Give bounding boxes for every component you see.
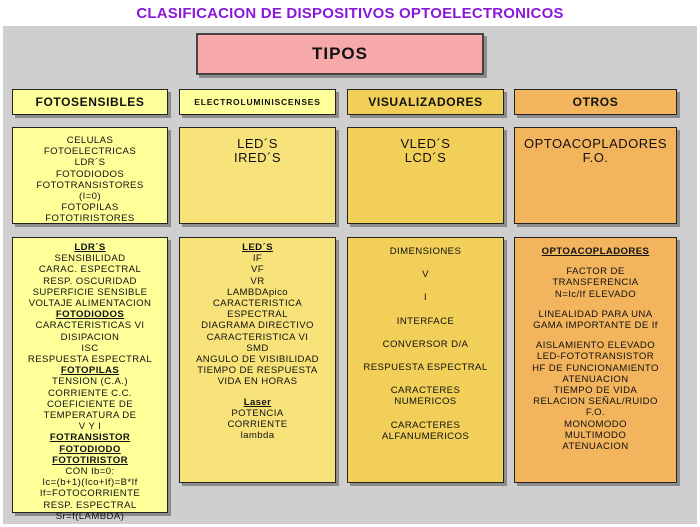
detail-line: CARACTERISTICA VI (206, 331, 309, 343)
detail-line: MONOMODO (564, 418, 627, 430)
detail-line: Sr=f(LAMBDA) (55, 510, 125, 522)
detail-line: RESP. OSCURIDAD (43, 275, 137, 287)
detail-line: N=Ic/If ELEVADO (554, 288, 637, 300)
detail-line: CON Ib=0: (65, 466, 115, 478)
page-title: CLASIFICACION DE DISPOSITIVOS OPTOELECTRONICOS (136, 5, 564, 22)
summary-electroluminiscentes (179, 127, 336, 224)
detail-line: CARAC. ESPECTRAL (38, 264, 142, 276)
detail-line: ALFANUMERICOS (381, 430, 470, 442)
detail-line: FACTOR DE (566, 266, 625, 278)
detail-line: AISLAMIENTO ELEVADO (535, 340, 656, 352)
summary-line: CELULAS (66, 135, 114, 146)
detail-line: VIDA EN HORAS (217, 376, 298, 388)
detail-line: CARACTERES (390, 419, 461, 431)
section-title: FOTRANSISTOR (49, 432, 131, 444)
detail-line: VOLTAJE ALIMENTACION (28, 298, 152, 310)
detail-line: TEMPERATURA DE (43, 410, 137, 422)
detail-line: HF DE FUNCIONAMIENTO (532, 362, 659, 374)
detail-line: If=FOTOCORRIENTE (39, 488, 141, 500)
detail-line: CARACTERISTICA (212, 298, 303, 310)
section-title: OPTOACOPLADORES (541, 246, 650, 257)
detail-line: NUMERICOS (394, 396, 457, 408)
summary-line: LED´S (237, 136, 278, 151)
spacer (348, 327, 503, 339)
detail-line: ANGULO DE VISIBILIDAD (195, 354, 320, 366)
tipos-box: TIPOS (196, 33, 484, 75)
detail-line: VR (250, 275, 265, 287)
section-title: FOTODIODO (59, 443, 121, 455)
section-title: LDR´S (74, 242, 106, 253)
spacer (515, 257, 676, 266)
spacer (348, 280, 503, 292)
detail-line: VF (250, 264, 265, 276)
detail-line: CORRIENTE (227, 419, 288, 431)
detail-line: INTERFACE (396, 315, 455, 327)
spacer (348, 408, 503, 420)
summary-line: FOTOELECTRICAS (43, 146, 137, 158)
detail-line: TENSION (C.A.) (52, 376, 128, 388)
header-otros: OTROS (514, 89, 677, 115)
section-title: LED´S (242, 242, 273, 253)
summary-line: VLED´S (400, 136, 451, 151)
detail-line: F.O. (585, 407, 606, 419)
summary-fotosensibles (12, 127, 168, 224)
detail-line: RESPUESTA ESPECTRAL (27, 354, 153, 366)
detail-line: SMD (246, 342, 269, 354)
detail-line: CORRIENTE C.C. (48, 387, 132, 399)
summary-line: (I=0) (79, 191, 101, 203)
summary-line: OPTOACOPLADORES (523, 136, 668, 151)
section-title: Laser (243, 396, 272, 408)
spacer (348, 304, 503, 316)
detail-line: TIEMPO DE RESPUESTA (197, 365, 318, 377)
detail-line: LED-FOTOTRANSISTOR (536, 351, 655, 363)
spacer (180, 388, 335, 397)
summary-line: FOTOTRANSISTORES (36, 179, 144, 191)
detail-line: SUPERFICIE SENSIBLE (32, 286, 148, 298)
section-title: FOTOPILAS (60, 365, 120, 377)
summary-visualizadores (347, 127, 504, 224)
spacer (515, 300, 676, 309)
detail-fotosensibles (12, 237, 168, 522)
detail-line: DISIPACION (60, 331, 120, 343)
detail-line: DIMENSIONES (389, 246, 462, 257)
detail-line: lambda (240, 430, 275, 442)
detail-line: CARACTERISTICAS VI (35, 320, 145, 332)
detail-line: TIEMPO DE VIDA (553, 385, 638, 397)
detail-line: MULTIMODO (564, 429, 627, 441)
detail-line: RELACION SEÑAL/RUIDO (533, 396, 658, 408)
detail-line: CONVERSOR D/A (382, 338, 469, 350)
detail-line: POTENCIA (231, 407, 284, 419)
detail-line: ATENUACION (562, 373, 629, 385)
spacer (515, 331, 676, 340)
summary-line: FOTOPILAS (61, 202, 119, 214)
detail-line: LAMBDApico (226, 286, 289, 298)
spacer (348, 257, 503, 269)
header-electroluminiscentes: ELECTROLUMINISCENSES (179, 89, 336, 115)
detail-line: ESPECTRAL (227, 309, 288, 321)
detail-electroluminiscentes (179, 237, 336, 483)
detail-line: LINEALIDAD PARA UNA (538, 308, 653, 320)
detail-line: Ic=(b+1)(Ico+If)=B*If (42, 477, 138, 489)
detail-line: COEFICIENTE DE (46, 398, 134, 410)
summary-line: FOTODIODOS (55, 168, 125, 180)
detail-line: RESP. ESPECTRAL (43, 499, 137, 511)
detail-visualizadores (347, 237, 504, 483)
summary-line: F.O. (582, 150, 609, 165)
detail-line: CARACTERES (390, 385, 461, 397)
detail-line: V Y I (78, 421, 102, 433)
detail-otros (514, 237, 677, 483)
detail-line: I (423, 292, 428, 304)
section-title: FOTOTIRISTOR (52, 454, 128, 466)
summary-line: LDR´S (74, 157, 106, 169)
spacer (348, 373, 503, 385)
summary-line: IRED´S (233, 150, 282, 165)
detail-line: RESPUESTA ESPECTRAL (363, 362, 488, 374)
spacer (348, 350, 503, 362)
header-visualizadores: VISUALIZADORES (347, 89, 504, 115)
detail-line: TRANSFERENCIA (552, 277, 639, 289)
detail-line: V (422, 269, 429, 281)
detail-line: DIAGRAMA DIRECTIVO (201, 320, 314, 332)
detail-line: ISC (81, 342, 99, 354)
summary-otros (514, 127, 677, 224)
summary-line: LCD´S (404, 150, 447, 165)
header-fotosensibles: FOTOSENSIBLES (12, 89, 168, 115)
detail-line: GAMA IMPORTANTE DE If (533, 320, 658, 332)
detail-line: SENSIBILIDAD (54, 253, 126, 265)
section-title: FOTODIODOS (55, 309, 125, 321)
detail-line: IF (252, 253, 263, 265)
summary-line: FOTOTIRISTORES (45, 213, 135, 225)
detail-line: ATENUACION (562, 441, 629, 453)
